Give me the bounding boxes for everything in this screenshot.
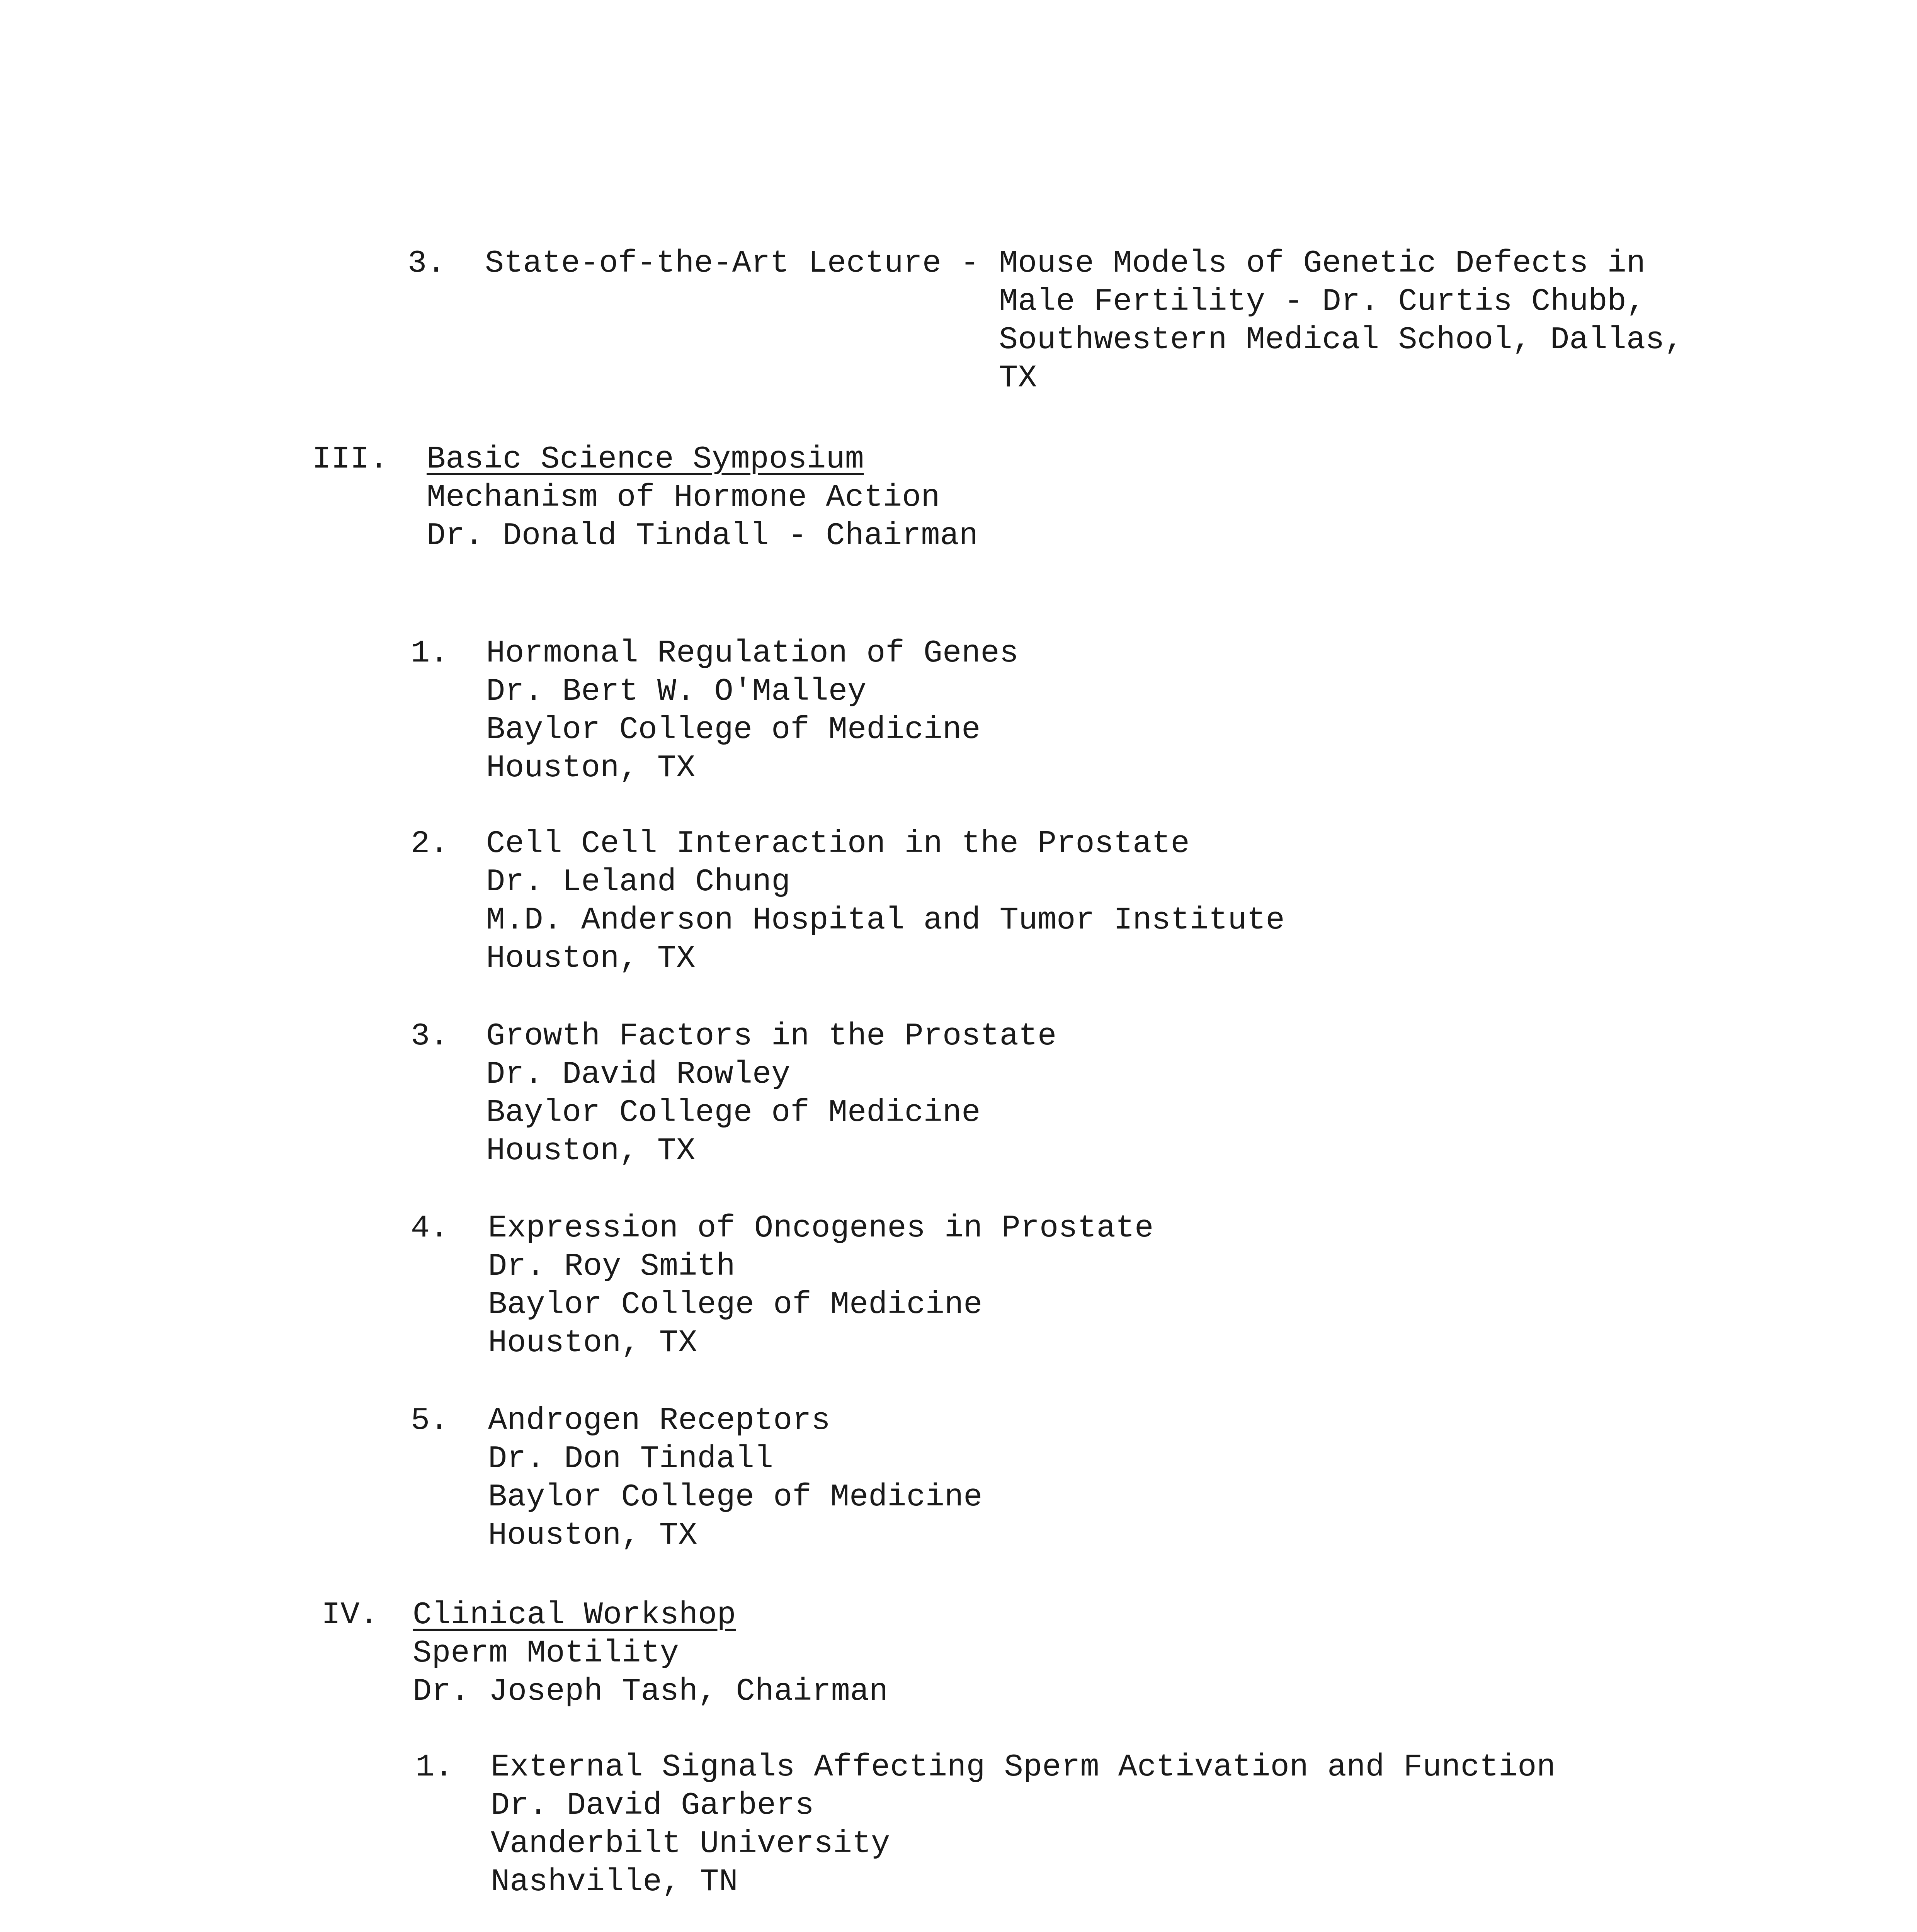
item-location: Houston, TX <box>486 750 696 786</box>
section-iv-subtitle: Sperm Motility <box>413 1635 679 1671</box>
lecture-number: 3. <box>408 245 446 281</box>
lecture-line-2: Male Fertility - Dr. Curtis Chubb, <box>999 284 1646 320</box>
section-iii-chair: Dr. Donald Tindall - Chairman <box>427 518 978 554</box>
section-iv-chair: Dr. Joseph Tash, Chairman <box>413 1673 888 1709</box>
item-speaker: Dr. Bert W. O'Malley <box>486 673 867 709</box>
item-number: 2. <box>411 826 449 862</box>
item-location: Houston, TX <box>486 940 696 976</box>
item-institution: M.D. Anderson Hospital and Tumor Institute <box>486 902 1285 938</box>
section-iii-numeral: III. <box>312 441 388 477</box>
item-speaker: Dr. David Rowley <box>486 1056 791 1092</box>
item-number: 1. <box>415 1749 454 1785</box>
lecture-line-4: TX <box>999 360 1037 396</box>
lecture-line-1: Mouse Models of Genetic Defects in <box>999 245 1646 281</box>
item-title: External Signals Affecting Sperm Activation and Function <box>491 1749 1556 1785</box>
item-number: 1. <box>411 635 449 671</box>
item-speaker: Dr. Don Tindall <box>488 1441 774 1477</box>
section-iii-subtitle: Mechanism of Hormone Action <box>427 480 940 515</box>
item-location: Nashville, TN <box>491 1864 738 1900</box>
section-iv-title: Clinical Workshop <box>413 1597 736 1633</box>
item-speaker: Dr. David Garbers <box>491 1787 814 1823</box>
item-title: Growth Factors in the Prostate <box>486 1018 1057 1054</box>
item-title: Androgen Receptors <box>488 1403 830 1439</box>
item-institution: Baylor College of Medicine <box>486 712 981 748</box>
item-speaker: Dr. Roy Smith <box>488 1248 735 1284</box>
item-institution: Baylor College of Medicine <box>488 1287 983 1323</box>
item-location: Houston, TX <box>488 1325 697 1361</box>
item-speaker: Dr. Leland Chung <box>486 864 791 900</box>
lecture-line-3: Southwestern Medical School, Dallas, <box>999 322 1684 358</box>
item-number: 3. <box>411 1018 449 1054</box>
item-title: Hormonal Regulation of Genes <box>486 635 1019 671</box>
item-number: 4. <box>411 1210 449 1246</box>
item-location: Houston, TX <box>488 1517 697 1553</box>
item-number: 5. <box>411 1403 449 1439</box>
item-institution: Vanderbilt University <box>491 1826 890 1862</box>
section-iv-numeral: IV. <box>321 1597 379 1633</box>
item-institution: Baylor College of Medicine <box>486 1095 981 1131</box>
section-iii-title: Basic Science Symposium <box>427 441 864 477</box>
lecture-label: State-of-the-Art Lecture - <box>485 245 980 281</box>
item-institution: Baylor College of Medicine <box>488 1479 983 1515</box>
item-title: Expression of Oncogenes in Prostate <box>488 1210 1154 1246</box>
item-title: Cell Cell Interaction in the Prostate <box>486 826 1190 862</box>
item-location: Houston, TX <box>486 1133 696 1169</box>
